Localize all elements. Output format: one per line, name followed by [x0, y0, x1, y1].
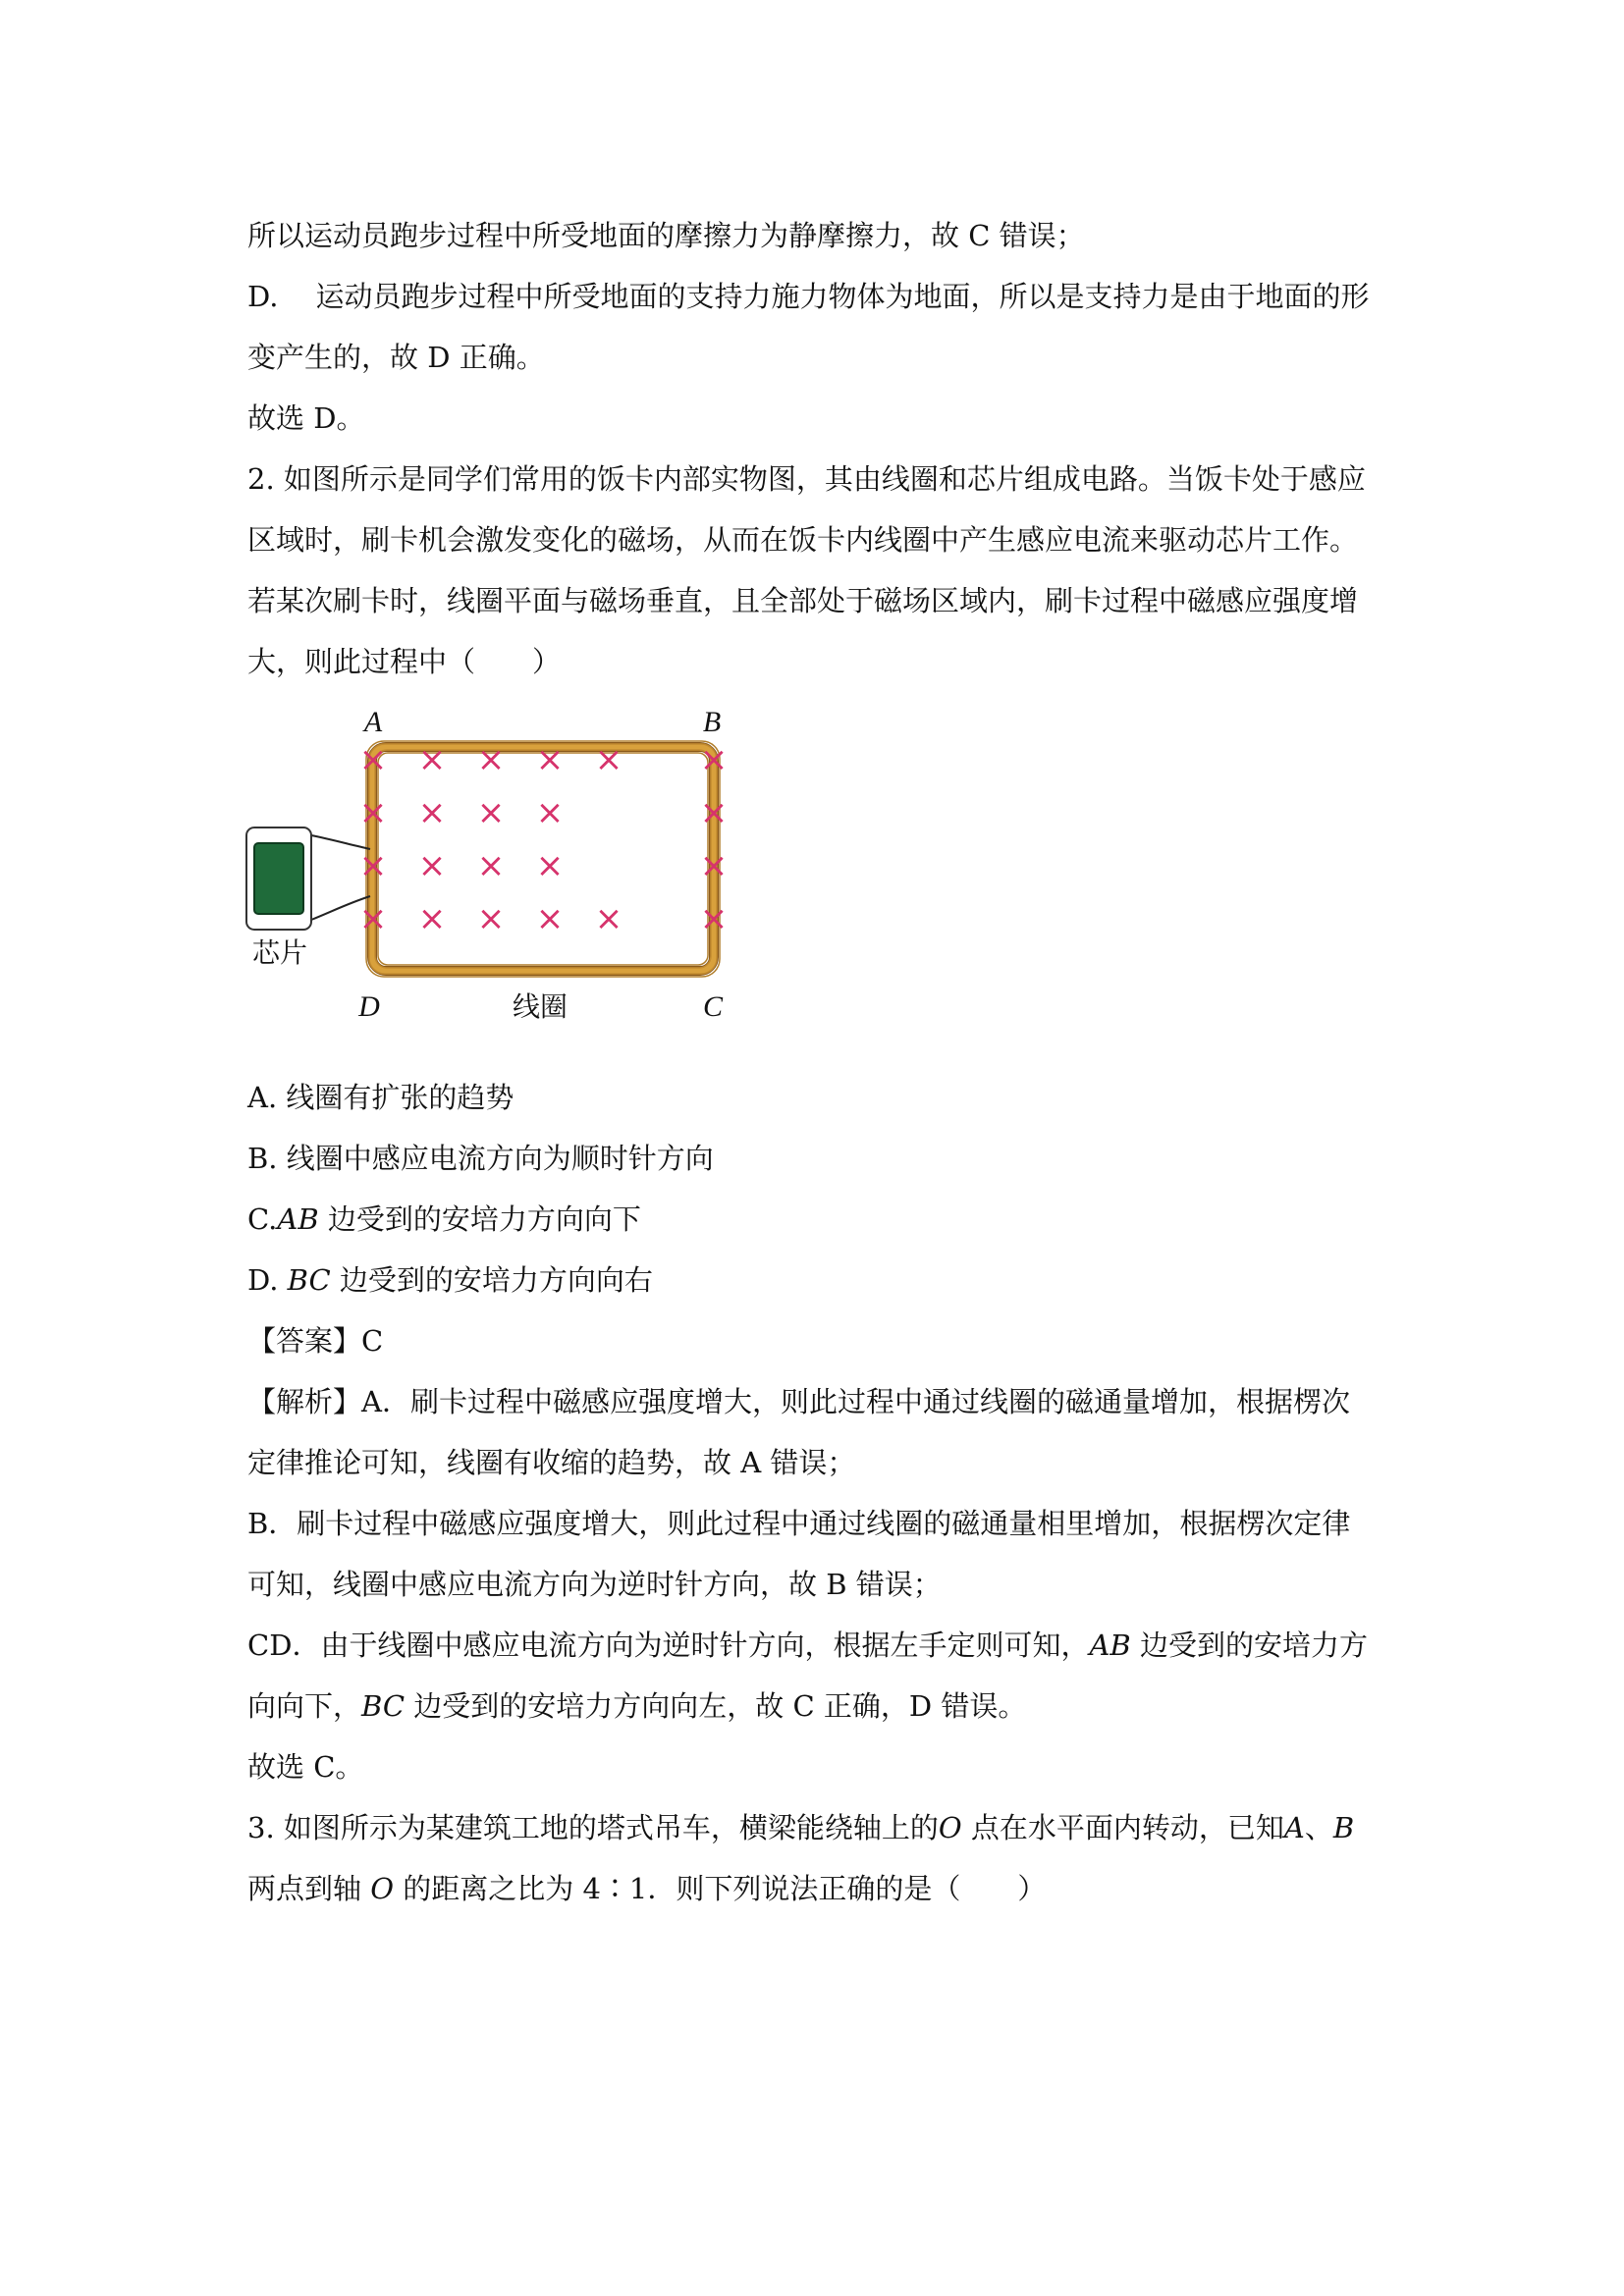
field-cross: ×: [594, 740, 623, 779]
stem-text: 两点到轴: [247, 1872, 362, 1905]
field-cross: ×: [535, 846, 565, 885]
analysis-line: B．刷卡过程中磁感应强度增大，则此过程中通过线圈的磁通量相里增加，根据楞次定律: [247, 1507, 1351, 1540]
vertex-label-d: D: [358, 990, 380, 1023]
stem-text: 点在水平面内转动，已知: [970, 1811, 1284, 1844]
analysis-text: CD．由于线圈中感应电流方向为逆时针方向，根据左手定则可知，: [247, 1629, 1090, 1662]
vertex-label-c: C: [702, 990, 724, 1023]
field-cross: ×: [699, 793, 729, 832]
field-cross: ×: [476, 899, 506, 938]
vertex-label-a: A: [363, 706, 383, 738]
stem-text: 的距离之比为 4∶1．则下列说法正确的是（ ）: [403, 1872, 1047, 1905]
coil-label: 线圈: [512, 990, 568, 1023]
chip-label: 芯片: [251, 936, 308, 969]
analysis-text: 边受到的安培力方: [1139, 1629, 1368, 1662]
analysis-text: 向向下，: [247, 1689, 362, 1723]
field-cross: ×: [358, 740, 388, 779]
option-text: 边受到的安培力方向向右: [339, 1263, 653, 1297]
field-cross: ×: [358, 793, 388, 832]
option-text: 边受到的安培力方向向下: [327, 1202, 641, 1236]
segment-var: AB: [1089, 1629, 1131, 1662]
field-cross: ×: [699, 899, 729, 938]
question-stem: 2. 如图所示是同学们常用的饭卡内部实物图，其由线圈和芯片组成电路。当饭卡处于感应: [247, 462, 1366, 496]
option-prefix: D.: [247, 280, 279, 313]
segment-var: BC: [287, 1263, 331, 1297]
text-line: 所以运动员跑步过程中所受地面的摩擦力为静摩擦力，故 C 错误；: [247, 219, 1085, 252]
analysis-line: [247, 1686, 1026, 1726]
option-b: B. 线圈中感应电流方向为顺时针方向: [247, 1142, 714, 1175]
field-cross: ×: [358, 899, 388, 938]
field-cross: ×: [417, 899, 447, 938]
point-var: O: [938, 1811, 962, 1844]
field-cross: ×: [535, 899, 565, 938]
question-stem: 大，则此过程中（ ）: [247, 645, 562, 678]
chip: [246, 828, 311, 930]
segment-var: AB: [277, 1202, 319, 1236]
question-stem: [247, 1808, 1354, 1847]
magnetic-field-crosses: [359, 740, 729, 938]
point-var: O: [370, 1872, 395, 1905]
field-cross: ×: [699, 740, 729, 779]
field-cross: ×: [535, 740, 565, 779]
analysis-line: 可知，线圈中感应电流方向为逆时针方向，故 B 错误；: [247, 1568, 942, 1601]
question-stem: 区域时，刷卡机会激发变化的磁场，从而在饭卡内线圈中产生感应电流来驱动芯片工作。: [247, 523, 1359, 557]
answer-line: 故选 C。: [247, 1750, 364, 1784]
option-a: A. 线圈有扩张的趋势: [247, 1081, 514, 1114]
analysis-line: [247, 1626, 1368, 1665]
option-prefix: C.: [247, 1202, 278, 1236]
analysis-text: 边受到的安培力方向向左，故 C 正确，D 错误。: [413, 1689, 1027, 1723]
field-cross: ×: [417, 740, 447, 779]
text-line: [247, 277, 1369, 316]
field-cross: ×: [476, 793, 506, 832]
vertex-label-b: B: [702, 706, 722, 738]
analysis-line: 定律推论可知，线圈有收缩的趋势，故 A 错误；: [247, 1446, 856, 1479]
option-text: 运动员跑步过程中所受地面的支持力施力物体为地面，所以是支持力是由于地面的形: [315, 280, 1370, 313]
stem-text: 、: [1304, 1811, 1333, 1844]
question-stem: [247, 1869, 1046, 1908]
answer-line: 【答案】C: [247, 1324, 384, 1358]
point-var: B: [1332, 1811, 1355, 1844]
field-cross: ×: [535, 793, 565, 832]
segment-var: BC: [361, 1689, 406, 1723]
field-cross: ×: [594, 899, 623, 938]
field-cross: ×: [358, 846, 388, 885]
question-stem: 若某次刷卡时，线圈平面与磁场垂直，且全部处于磁场区域内，刷卡过程中磁感应强度增: [247, 584, 1359, 617]
point-var: A: [1283, 1811, 1305, 1844]
coil-figure: [241, 702, 751, 1041]
field-cross: ×: [417, 846, 447, 885]
text-line: 变产生的，故 D 正确。: [247, 341, 545, 374]
analysis-line: 【解析】A．刷卡过程中磁感应强度增大，则此过程中通过线圈的磁通量增加，根据楞次: [247, 1385, 1350, 1418]
option-c: [247, 1200, 641, 1239]
field-cross: ×: [417, 793, 447, 832]
answer-line: 故选 D。: [247, 401, 365, 435]
field-cross: ×: [476, 846, 506, 885]
stem-text: 3. 如图所示为某建筑工地的塔式吊车，横梁能绕轴上的: [247, 1811, 939, 1844]
field-cross: ×: [699, 846, 729, 885]
field-cross: ×: [476, 740, 506, 779]
option-d: [247, 1260, 653, 1300]
option-prefix: D.: [247, 1263, 279, 1297]
